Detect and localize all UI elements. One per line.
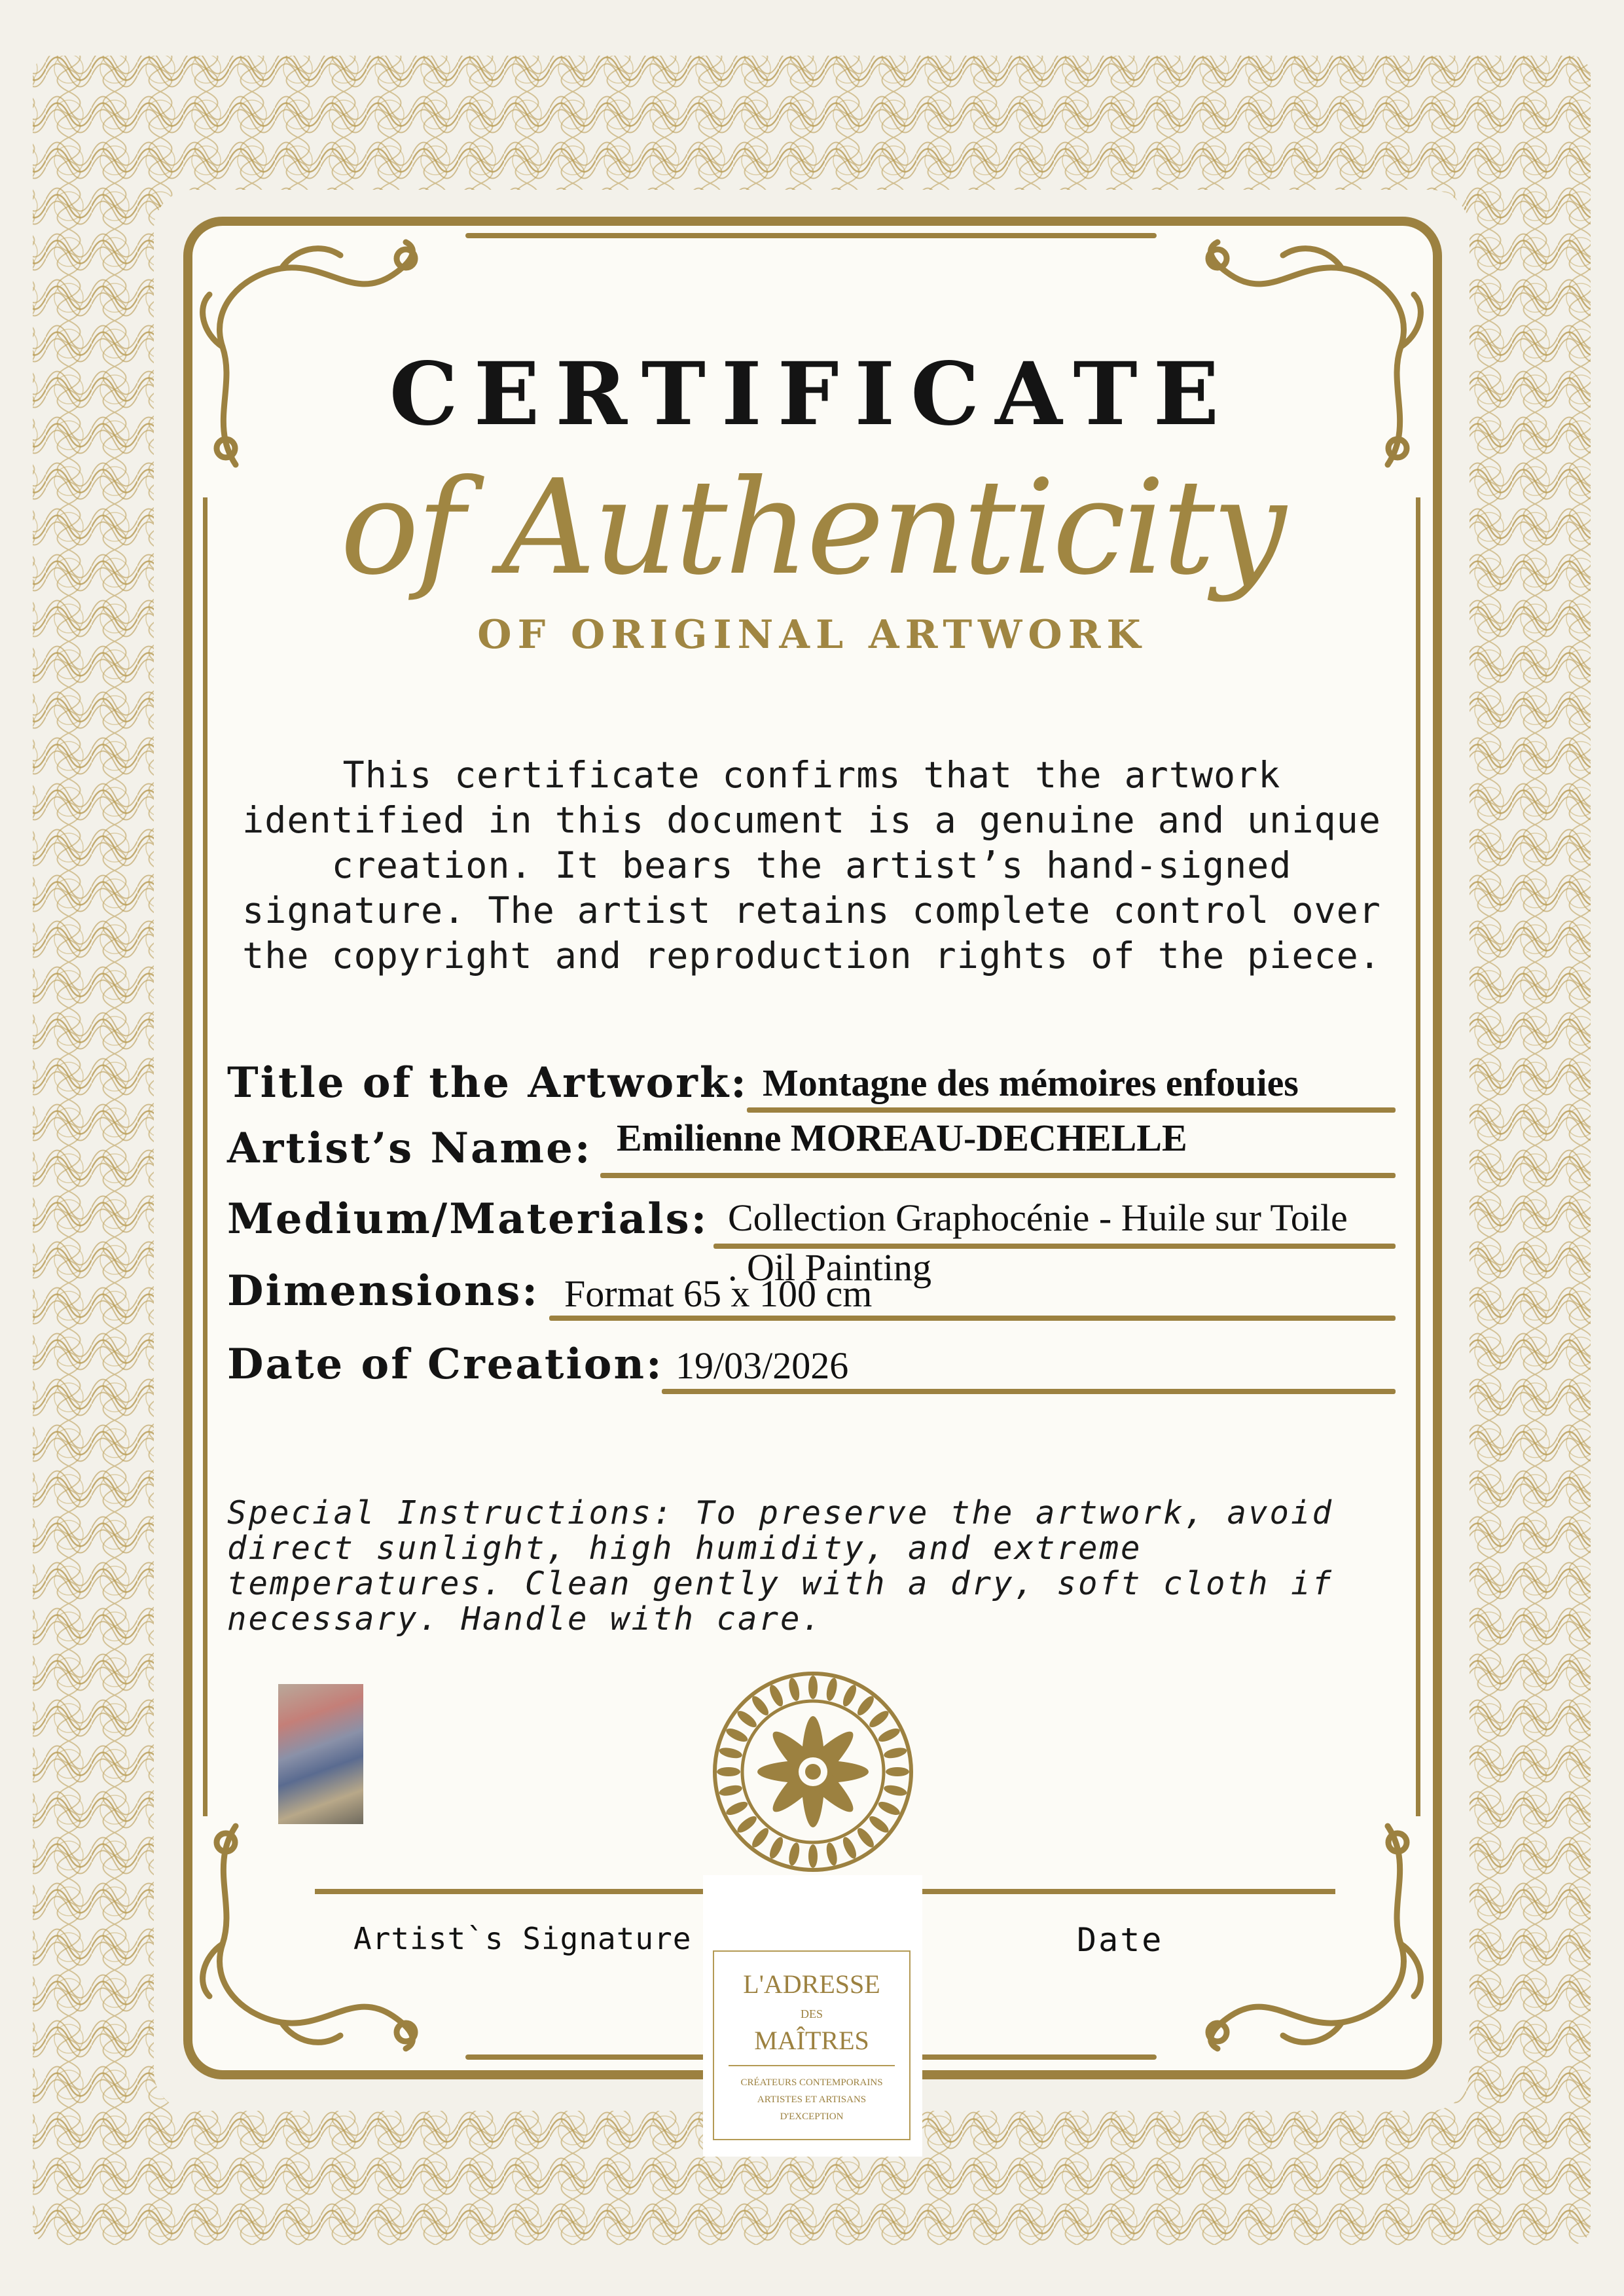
certificate-script-title: of Authenticity: [340, 452, 1284, 604]
seal-spoke: [867, 1708, 891, 1730]
seal-spoke: [876, 1726, 902, 1744]
top-divider: [465, 233, 1157, 238]
seal-spoke: [767, 1835, 785, 1861]
corner-flourish-icon: [1178, 1813, 1427, 2062]
seal-spoke: [718, 1784, 743, 1798]
seal-spoke: [867, 1814, 891, 1835]
brand-logo: [713, 1950, 911, 2140]
seal-spoke: [855, 1694, 876, 1718]
seal-spoke: [808, 1844, 818, 1868]
seal-spoke: [840, 1835, 859, 1861]
intro-paragraph: This certificate confirms that the artwork identified in this document is a genuine and unique creation. It bears the artist’s hand-signed signature. The artist retains complete control over the copyright and reproduction rights of the piece.: [242, 754, 1381, 977]
seal-spoke: [883, 1746, 908, 1760]
field-artist: [227, 1113, 1396, 1178]
artist-signature-label: Artist`s Signature: [353, 1921, 692, 1956]
field-dimensions: [227, 1255, 1396, 1321]
seal-spoke: [735, 1814, 759, 1835]
special-instructions: Special Instructions: To preserve the artwork, avoid direct sunlight, high humidity, and extreme temperatures. Clean gently with a dry, soft cloth if necessary. Handle with care.: [227, 1494, 1334, 1638]
field-underline: [662, 1389, 1396, 1394]
seal-spoke: [808, 1676, 818, 1699]
seal-spoke: [876, 1799, 902, 1818]
logo-tagline2: ARTISTES ET ARTISANS: [757, 2094, 867, 2105]
right-inner-line: [1416, 497, 1420, 1816]
field-value: Format 65 x 100 cm: [564, 1272, 873, 1315]
left-inner-line: [203, 497, 208, 1816]
seal-spoke: [717, 1767, 740, 1776]
field-underline: [747, 1107, 1396, 1113]
field-label: Artist’s Name:: [227, 1124, 592, 1173]
seal-spoke: [883, 1784, 908, 1798]
seal-spoke: [840, 1683, 859, 1709]
field-value: Collection Graphocénie - Huile sur Toile: [728, 1196, 1348, 1239]
artwork-thumbnail: [278, 1684, 363, 1824]
seal-spoke: [718, 1746, 743, 1760]
field-underline: [549, 1316, 1396, 1321]
field-date: [227, 1329, 1396, 1394]
certificate-subtitle: OF ORIGINAL ARTWORK: [477, 612, 1147, 658]
field-title: [227, 1047, 1396, 1113]
seal-spoke: [855, 1825, 876, 1850]
field-underline: [600, 1173, 1396, 1178]
logo-line2: DES: [800, 2007, 823, 2020]
field-medium: [227, 1183, 1396, 1289]
date-label: Date: [1077, 1921, 1164, 1959]
field-value: Montagne des mémoires enfouies: [763, 1062, 1299, 1104]
logo-tagline1: CRÉATEURS CONTEMPORAINS: [740, 2077, 883, 2088]
seal-spoke: [749, 1694, 771, 1718]
seal-spoke: [725, 1799, 750, 1818]
seal-spoke: [725, 1726, 750, 1744]
certificate-title: CERTIFICATE: [389, 344, 1235, 445]
field-label: Dimensions:: [227, 1266, 539, 1316]
field-label: Medium/Materials:: [227, 1194, 709, 1244]
logo-tagline3: D'EXCEPTION: [780, 2111, 844, 2122]
seal-spoke: [787, 1842, 801, 1867]
logo-line3: MAÎTRES: [754, 2026, 869, 2055]
seal-spoke: [787, 1677, 801, 1702]
seal-spoke: [749, 1825, 771, 1850]
seal-spoke: [825, 1842, 839, 1867]
seal-spoke: [886, 1767, 909, 1776]
seal-spoke: [767, 1683, 785, 1709]
seal-spoke: [735, 1708, 759, 1730]
field-value: 19/03/2026: [676, 1344, 849, 1387]
logo-line1: L'ADRESSE: [743, 1969, 880, 1999]
seal-icon: [710, 1669, 916, 1874]
signature-line: [315, 1889, 707, 1894]
field-value-line2: . Oil Painting: [728, 1246, 931, 1289]
field-label: Date of Creation:: [227, 1340, 664, 1389]
logo-divider: [729, 2065, 895, 2066]
seal-spoke: [825, 1677, 839, 1702]
field-label: Title of the Artwork:: [227, 1058, 748, 1107]
date-line: [922, 1889, 1335, 1894]
field-value: Emilienne MOREAU-DECHELLE: [617, 1117, 1187, 1159]
